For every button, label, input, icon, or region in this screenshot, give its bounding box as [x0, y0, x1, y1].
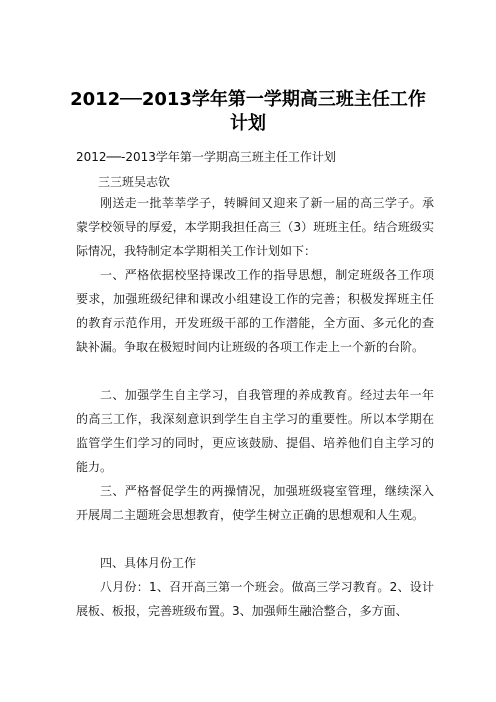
paragraph-point-2: 二、加强学生自主学习，自我管理的养成教育。经过去年一年的高三工作，我深刻意识到学生自主学习的重要性。所以本学期在监管学生们学习的同时，更应该鼓励、提倡、培养他们自主学习的能力。 — [76, 388, 434, 474]
paragraph-point-4-heading: 四、具体月份工作 — [100, 556, 197, 570]
document-subheading: 2012──-2013学年第一学期高三班主任工作计划 — [76, 150, 336, 164]
paragraph-intro: 刚送走一批莘莘学子，转瞬间又迎来了新一届的高三学子。承蒙学校领导的厚爱，本学期我担任高三（3）班班主任。结合班级实际情况，我特制定本学期相关工作计划如下： — [76, 196, 434, 258]
document-title-line-2: 计划 — [230, 113, 266, 134]
document-title-line-1: 2012──2013学年第一学期高三班主任工作 — [70, 89, 426, 110]
author-line: 三三班吴志钦 — [98, 175, 171, 189]
paragraph-point-3: 三、严格督促学生的两操情况，加强班级寝室管理，继续深入开展周二主题班会思想教育，使学生树立正确的思想观和人生观。 — [76, 484, 434, 522]
paragraph-point-1: 一、严格依据校坚持课改工作的指导思想，制定班级各工作项要求，加强班级纪律和课改小组建设工作的完善；积极发挥班主任的教育示范作用，开发班级干部的工作潜能，全方面、多元化的查缺补漏。争取在极短时间内让班级的各项工作走上一个新的台阶。 — [76, 268, 434, 354]
paragraph-august: 八月份：1、召开高三第一个班会。做高三学习教育。2、设计展板、板报，完善班级布置。3、加强师生融洽整合，多方面、 — [76, 580, 434, 618]
